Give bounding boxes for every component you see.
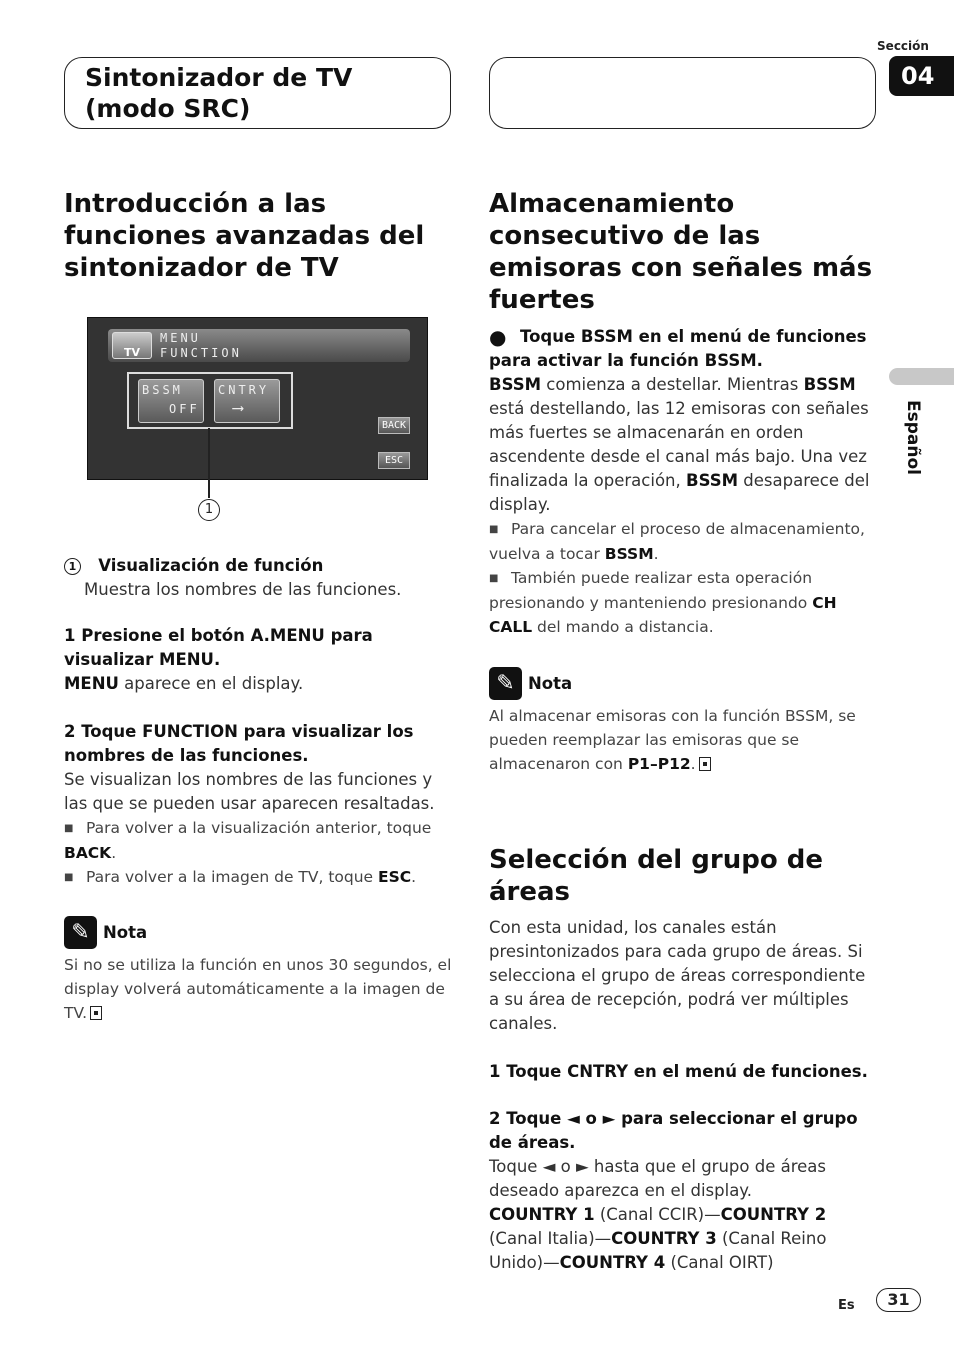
cntry-screen-label: CNTRY	[218, 383, 270, 397]
header-title-box	[64, 57, 451, 129]
left-step2-text: Se visualizan los nombres de las funciones y las que se pueden usar aparecen resaltadas.	[64, 770, 435, 813]
bssm-screen-state: OFF	[169, 402, 200, 416]
country-list: COUNTRY 1 (Canal CCIR)—COUNTRY 2 (Canal Italia)—COUNTRY 3 (Canal Reino Unido)—COUNTRY 4 (Canal OIRT)	[489, 1205, 827, 1272]
callout-desc-title: Visualización de función	[98, 556, 324, 575]
right-nota-text: Al almacenar emisoras con la función BSSM, se pueden reemplazar las emisoras que se almacenaron con P1–P12.	[489, 707, 856, 773]
left-column	[64, 188, 452, 1025]
area-step2-text: Toque ◄ o ► hasta que el grupo de áreas deseado aparezca en el display.	[489, 1157, 826, 1200]
left-step2-bullet1: ■ Para volver a la visualización anterior, toque BACK.	[64, 819, 432, 862]
left-step2	[64, 720, 452, 890]
footer-language-code: Es	[838, 1298, 855, 1313]
left-step1-text: aparece en el display.	[118, 674, 304, 693]
header-empty-box	[489, 57, 876, 129]
bssm-bullet2: ■ También puede realizar esta operación presionando y manteniendo presionando CH CALL del mando a distancia.	[489, 569, 837, 636]
language-side-label	[896, 400, 926, 510]
section-number-badge: 04	[889, 56, 954, 96]
left-section-heading: Introducción a las funciones avanzadas del sintonizador de TV	[64, 189, 425, 283]
callout-description	[64, 554, 452, 602]
header-title-line2: (modo SRC)	[85, 94, 251, 123]
note-pencil-icon: ✎	[489, 667, 522, 700]
bssm-description: BSSM comienza a destellar. Mientras BSSM está destellando, las 12 emisoras con señales más fuertes se almacenarán en orden ascendente desde el canal más bajo. Una vez finalizada la operación, BSSM desaparece del display.	[489, 375, 870, 514]
left-nota-label: Nota	[103, 923, 148, 942]
language-text: Español	[903, 400, 923, 475]
bssm-bullet-step: ● Toque BSSM en el menú de funciones para activar la función BSSM.	[489, 325, 867, 370]
left-step1-title: 1 Presione el botón A.MENU para visualizar MENU.	[64, 626, 373, 669]
right-column	[489, 188, 877, 1275]
end-mark-icon	[699, 757, 711, 771]
section-label: Sección	[877, 39, 929, 53]
left-nota-header	[64, 916, 452, 949]
callout-desc-text: Muestra los nombres de las funciones.	[84, 580, 402, 599]
language-tab	[889, 368, 954, 385]
left-step1	[64, 624, 452, 696]
screen-function-label: FUNCTION	[160, 346, 242, 360]
arrow-right-icon: ⟶	[233, 398, 243, 417]
tv-source-icon: TV	[112, 332, 152, 359]
bssm-bullet1: ■ Para cancelar el proceso de almacenamiento, vuelva a tocar BSSM.	[489, 520, 865, 563]
bullet-dot-icon: ●	[489, 325, 507, 349]
area-step2-title: 2 Toque ◄ o ► para seleccionar el grupo de áreas.	[489, 1109, 858, 1152]
right-nota-label: Nota	[528, 674, 573, 693]
left-nota-text: Si no se utiliza la función en unos 30 segundos, el display volverá automáticamente a la imagen de TV.	[64, 956, 452, 1022]
back-screen-button: BACK	[378, 417, 410, 434]
screen-menu-label: MENU	[160, 331, 201, 345]
area-step1-title: 1 Toque CNTRY en el menú de funciones.	[489, 1062, 868, 1081]
area-group-intro: Con esta unidad, los canales están presintonizados para cada grupo de áreas. Si selecciona el grupo de áreas correspondiente a su área de recepción, podrá ver múltiples canales.	[489, 918, 866, 1033]
esc-screen-button: ESC	[378, 452, 410, 469]
left-step2-bullet2: ■ Para volver a la imagen de TV, toque ESC.	[64, 868, 417, 886]
bssm-screen-label: BSSM	[142, 383, 183, 397]
callout-desc-number: 1	[64, 558, 81, 575]
callout-number: 1	[198, 499, 220, 521]
left-step2-title: 2 Toque FUNCTION para visualizar los nombres de las funciones.	[64, 722, 414, 765]
right-section-heading: Almacenamiento consecutivo de las emisoras con señales más fuertes	[489, 189, 873, 315]
note-pencil-icon: ✎	[64, 916, 97, 949]
footer-page-number: 31	[876, 1288, 921, 1312]
right-nota-header	[489, 667, 877, 700]
left-step1-bold: MENU	[64, 674, 119, 693]
header-title-line1: Sintonizador de TV	[85, 63, 353, 92]
end-mark-icon	[90, 1006, 102, 1020]
area-group-heading: Selección del grupo de áreas	[489, 845, 823, 907]
